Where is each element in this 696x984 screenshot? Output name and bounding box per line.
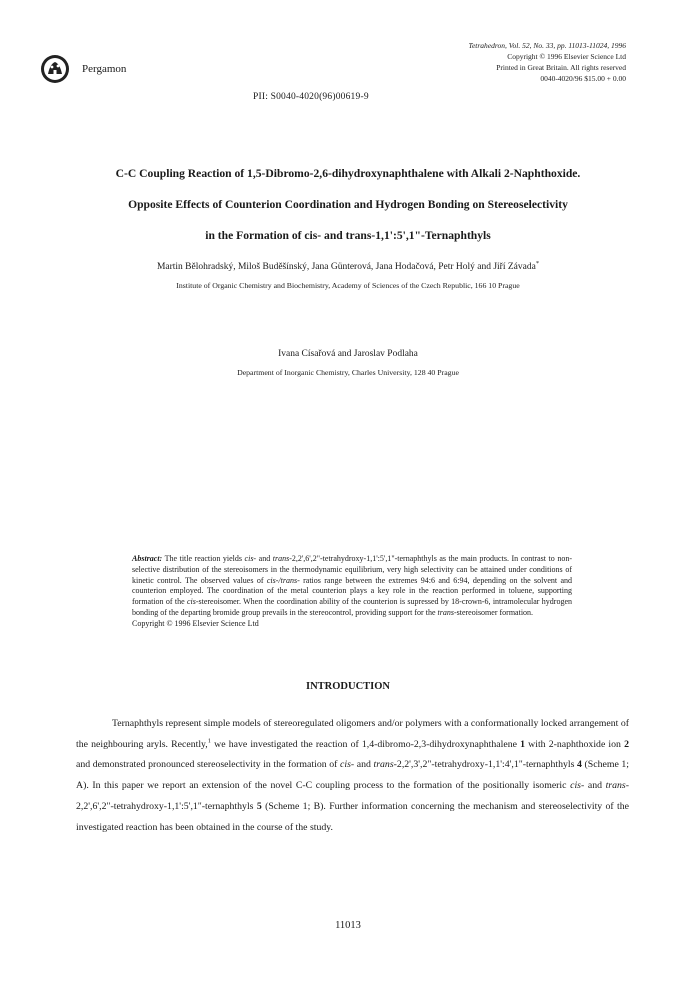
title-line-3: in the Formation of cis- and trans-1,1':5',1"-Ternaphthyls bbox=[205, 229, 491, 242]
pii-identifier: PII: S0040-4020(96)00619-9 bbox=[253, 92, 369, 102]
title-line-1: C-C Coupling Reaction of 1,5-Dibromo-2,6-dihydroxynaphthalene with Alkali 2-Naphthoxide. bbox=[115, 167, 581, 180]
reference-1: 1 bbox=[207, 737, 211, 745]
author-list-2: Ivana Císařová and Jaroslav Podlaha bbox=[278, 349, 418, 359]
journal-line-4: 0040-4020/96 $15.00 + 0.00 bbox=[540, 74, 626, 83]
author-list-1: Martin Bělohradský, Miloš Buděšínský, Jana Günterová, Jana Hodačová, Petr Holý and Jiří Závada* bbox=[156, 259, 540, 272]
abstract-copyright: Copyright © 1996 Elsevier Science Ltd bbox=[132, 618, 259, 628]
section-heading-introduction: INTRODUCTION bbox=[305, 681, 390, 692]
introduction-body bbox=[76, 714, 629, 838]
abstract-label: Abstract: bbox=[132, 554, 163, 563]
corresponding-author-mark: * bbox=[535, 259, 540, 267]
abstract: Abstract: The title reaction yields cis- and trans-2,2',6',2"-tetrahydroxy-1,1':5',1"-ternaphthyls as the main products. In contrast to non-selective distribution of the stereoisomers in the thermodynamic equilibrium, very high selectivity can be attained under conditions of kinetic control. The observed values of cis-/trans- ratios range between the extremes 94:6 and 6:94, depending on the solvent and counterion employed. The coordination of the metal counterion plays a key role in the reaction performed in toluene, supporting formation of the cis-stereoisomer. When the coordination ability of the counterion is supressed by 18-crown-6, intramolecular hydrogen bonding of the departing bromide group prevails in the stereocontrol, providing support for the trans-stereoisomer formation. Copyright © 1996 Elsevier Science Ltd bbox=[132, 554, 573, 628]
title-line-2: Opposite Effects of Counterion Coordination and Hydrogen Bonding on Stereoselectivity bbox=[128, 198, 568, 211]
journal-line-3: Printed in Great Britain. All rights reserved bbox=[496, 63, 626, 72]
journal-citation bbox=[468, 40, 626, 84]
journal-line-2: Copyright © 1996 Elsevier Science Ltd bbox=[507, 52, 626, 61]
affiliation-2: Department of Inorganic Chemistry, Charles University, 128 40 Prague bbox=[237, 368, 459, 377]
journal-line-1: Tetrahedron, Vol. 52, No. 33, pp. 11013-11024, 1996 bbox=[468, 41, 626, 50]
affiliation-1: Institute of Organic Chemistry and Biochemistry, Academy of Sciences of the Czech Republic, 166 10 Prague bbox=[176, 281, 520, 290]
elsevier-tree-logo bbox=[40, 54, 70, 84]
page-number: 11013 bbox=[335, 920, 361, 931]
introduction-paragraph: Ternaphthyls represent simple models of stereoregulated oligomers and/or polymers with a conformationally locked arrangement of the neighbouring aryls. Recently,$^1$ we have investigated the reaction of 1,4-dibromo-2,3-dihydroxynaphthalene 1 with 2-naphthoxide ion 2 and demonstrated pronounced stereoselectivity in the formation of cis- and trans-2,2',3',2"-tetrahydroxy-1,1':4',1"-ternaphthyls 4 (Scheme 1; A). In this paper we report an extension of the novel C-C coupling process to the formation of the positionally isomeric cis- and trans-2,2',6',2"-tetrahydroxy-1,1':5',1"-ternaphthyls 5 (Scheme 1; B). Further information concerning the mechanism and stereoselectivity of the investigated reaction has been obtained in the course of the study. bbox=[76, 718, 630, 833]
publisher-name: Pergamon bbox=[82, 63, 127, 75]
